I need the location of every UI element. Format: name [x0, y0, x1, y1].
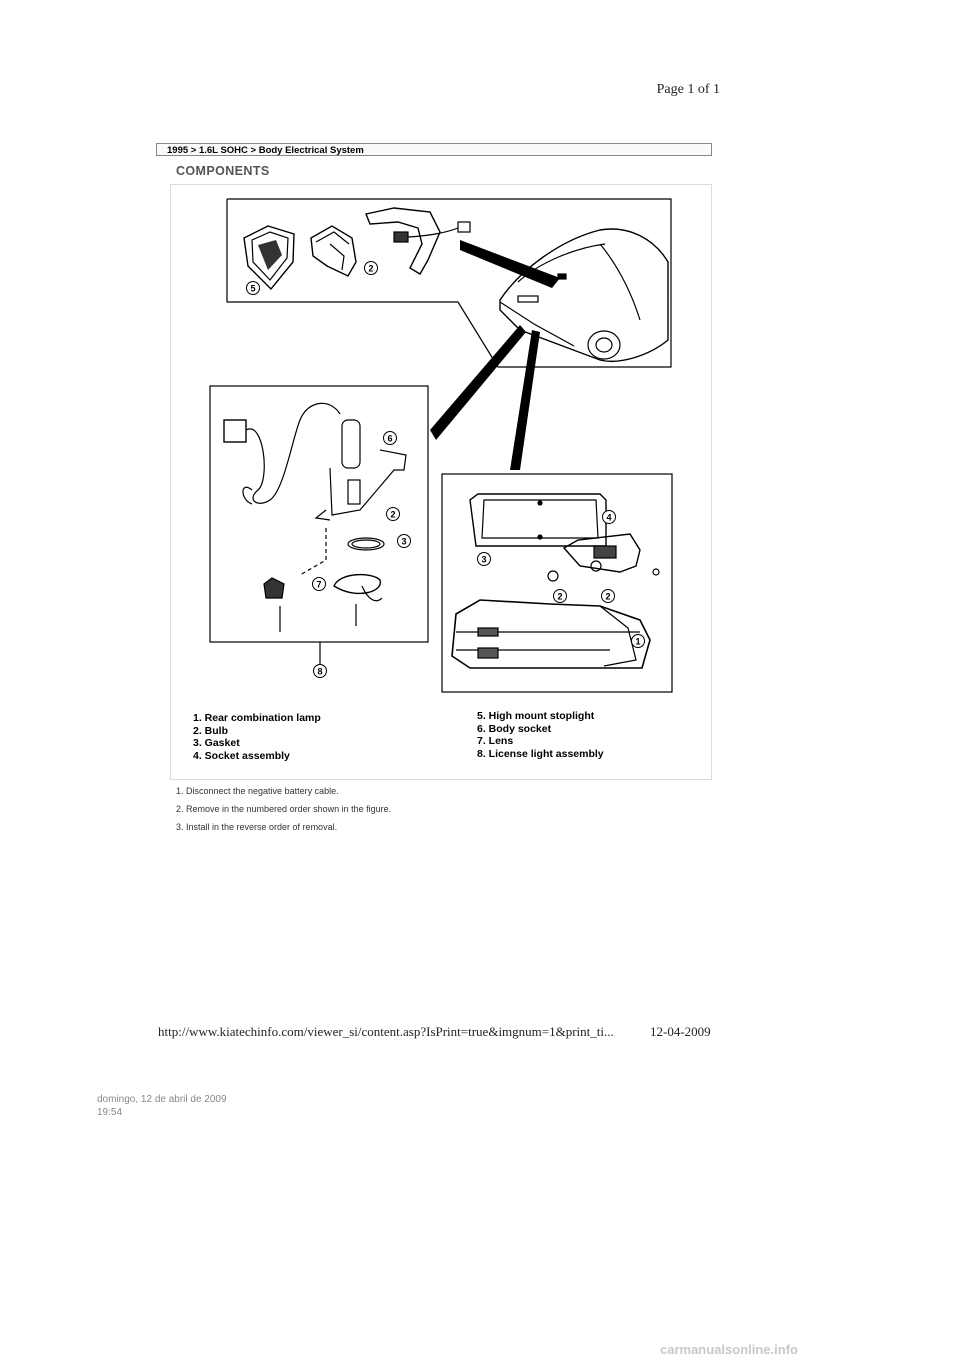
callout-8: [314, 665, 327, 678]
step-item: 2. Remove in the numbered order shown in the figure.: [176, 804, 392, 814]
callout-label: 3: [401, 536, 407, 547]
note-timestamp: [97, 1093, 227, 1119]
stoplight-housing-drawing: [366, 208, 470, 274]
callout-label: 6: [387, 433, 393, 444]
combination-lamp-drawing: [452, 494, 659, 668]
callout-2-right-b: [602, 590, 615, 603]
callout-1: [632, 635, 645, 648]
callout-label: 3: [481, 554, 487, 565]
callout-6: [384, 432, 397, 445]
legend-right: [477, 710, 604, 760]
legend-item: 5. High mount stoplight: [477, 710, 595, 722]
callout-4: [603, 511, 616, 524]
stoplight-lens-drawing: [244, 226, 294, 289]
callout-2-top: [365, 262, 378, 275]
footer-url: http://www.kiatechinfo.com/viewer_si/content.asp?IsPrint=true&imgnum=1&print_ti...: [158, 1024, 614, 1039]
callout-5: [247, 282, 260, 295]
callout-2-left: [387, 508, 400, 521]
pointer-wedge-right: [510, 330, 540, 470]
callout-2-right-a: [554, 590, 567, 603]
callout-label: 7: [316, 579, 322, 590]
callout-3-right: [478, 553, 491, 566]
callout-7: [313, 578, 326, 591]
step-item: 1. Disconnect the negative battery cable.: [176, 786, 339, 796]
legend-item: 2. Bulb: [193, 724, 229, 737]
callout-label: 8: [317, 666, 323, 677]
legend-item: 6. Body socket: [477, 722, 552, 735]
callout-label: 4: [606, 512, 612, 523]
stoplight-socket-drawing: [311, 226, 356, 276]
footer-date: 12-04-2009: [650, 1024, 711, 1039]
combination-panel-frame: [442, 474, 672, 692]
legend-item: 7. Lens: [477, 735, 514, 747]
callout-label: 1: [635, 636, 641, 647]
legend-item: 1. Rear combination lamp: [193, 712, 321, 724]
callout-3-left: [398, 535, 411, 548]
legend-left: [193, 712, 321, 762]
legend-item: 3. Gasket: [193, 737, 240, 749]
pointer-wedge-left: [430, 325, 526, 440]
callout-label: 2: [390, 509, 396, 520]
step-item: 3. Install in the reverse order of removal.: [176, 822, 338, 832]
breadcrumb: 1995 > 1.6L SOHC > Body Electrical System: [156, 143, 712, 156]
callout-label: 2: [605, 591, 611, 602]
car-drawing: [500, 229, 668, 361]
legend-item: 4. Socket assembly: [193, 749, 290, 762]
page-number: Page 1 of 1: [656, 82, 720, 97]
top-panel-frame: [227, 199, 671, 367]
watermark: carmanualsonline.info: [660, 1342, 798, 1357]
note-time-line: 19:54: [97, 1107, 123, 1118]
callout-label: 2: [368, 263, 374, 274]
legend-item: 8. License light assembly: [477, 747, 604, 760]
procedure-steps: [176, 782, 391, 836]
callout-label: 5: [250, 283, 256, 294]
callout-label: 2: [557, 591, 563, 602]
note-date-line: domingo, 12 de abril de 2009: [97, 1094, 227, 1105]
license-light-drawing: [224, 403, 406, 632]
section-title: COMPONENTS: [176, 164, 270, 178]
